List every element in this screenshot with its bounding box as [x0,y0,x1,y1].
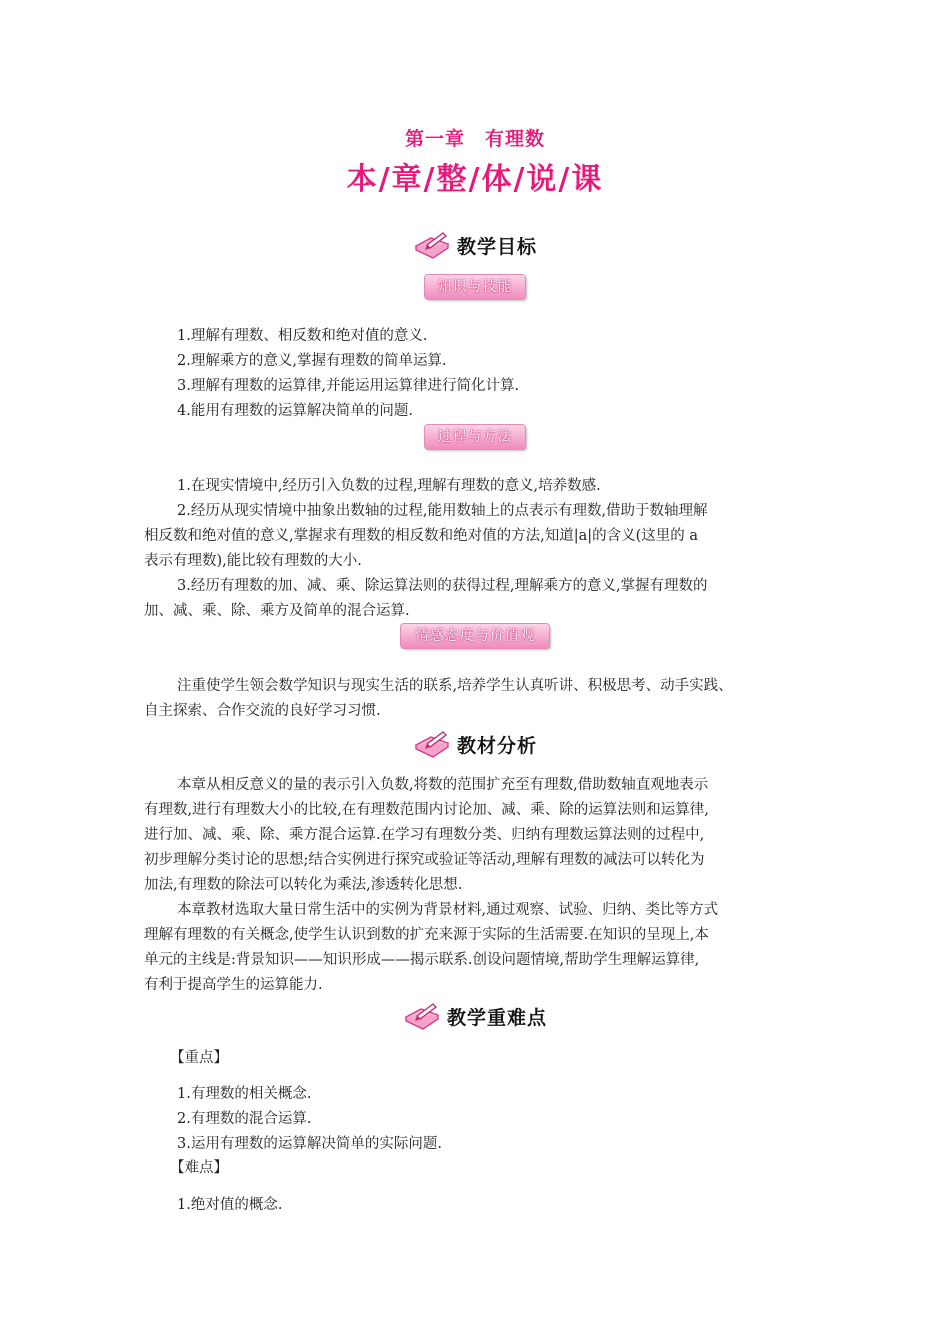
analysis-line: 有理数,进行有理数大小的比较,在有理数范围内讨论加、减、乘、除的运算法则和运算律, [144,802,709,818]
knowledge-item: 4.能用有理数的运算解决简单的问题. [177,403,413,419]
section-heading-objectives [0,228,950,262]
key-label: 【重点】 [170,1050,228,1066]
knowledge-item: 3.理解有理数的运算律,并能运用运算律进行简化计算. [177,378,520,394]
subsection-badge-process: 过程与方法 [425,425,525,449]
analysis-line: 初步理解分类讨论的思想;结合实例进行探究或验证等活动,理解有理数的减法可以转化为 [144,852,705,868]
section-title: 教材分析 [456,734,537,757]
pencil-book-icon [413,230,451,260]
section-heading-analysis [0,727,950,761]
subsection-badge-emotion: 情感态度与价值观 [401,624,549,648]
key-item: 3.运用有理数的运算解决简单的实际问题. [177,1136,442,1152]
analysis-line: 理解有理数的有关概念,使学生认识到数的扩充来源于实际的生活需要.在知识的呈现上,本 [144,927,709,943]
difficult-item: 1.绝对值的概念. [177,1197,283,1213]
analysis-line: 本章教材选取大量日常生活中的实例为背景材料,通过观察、试验、归纳、类比等方式 [177,902,719,918]
process-line: 相反数和绝对值的意义,掌握求有理数的相反数和绝对值的方法,知道|a|的含义(这里的 a [144,528,699,544]
analysis-line: 单元的主线是:背景知识——知识形成——揭示联系.创设问题情境,帮助学生理解运算律, [144,952,700,968]
emotion-line: 注重使学生领会数学知识与现实生活的联系,培养学生认真听讲、积极思考、动手实践、 [177,678,733,694]
key-item: 1.有理数的相关概念. [177,1086,312,1102]
knowledge-item: 2.理解乘方的意义,掌握有理数的简单运算. [177,353,447,369]
process-line: 表示有理数),能比较有理数的大小. [144,553,362,569]
page-title: 本/章/整/体/说/课 [346,162,604,197]
analysis-line: 加法,有理数的除法可以转化为乘法,渗透转化思想. [144,877,463,893]
section-title: 教学目标 [456,235,537,258]
analysis-line: 有利于提高学生的运算能力. [144,977,323,993]
process-line: 1.在现实情境中,经历引入负数的过程,理解有理数的意义,培养数感. [177,478,601,494]
analysis-line: 本章从相反意义的量的表示引入负数,将数的范围扩充至有理数,借助数轴直观地表示 [177,777,709,793]
section-title: 教学重难点 [446,1006,547,1029]
emotion-line: 自主探索、合作交流的良好学习习惯. [144,703,381,719]
chapter-title: 第一章 有理数 [404,128,545,150]
process-line: 2.经历从现实情境中抽象出数轴的过程,能用数轴上的点表示有理数,借助于数轴理解 [177,503,708,519]
difficult-label: 【难点】 [170,1160,228,1176]
process-line: 加、减、乘、除、乘方及简单的混合运算. [144,603,410,619]
pencil-book-icon [403,1001,441,1031]
knowledge-item: 1.理解有理数、相反数和绝对值的意义. [177,328,428,344]
key-item: 2.有理数的混合运算. [177,1111,312,1127]
process-line: 3.经历有理数的加、减、乘、除运算法则的获得过程,理解乘方的意义,掌握有理数的 [177,578,708,594]
section-heading-key-points [0,999,950,1033]
subsection-badge-knowledge: 知识与技能 [425,275,525,299]
analysis-line: 进行加、减、乘、除、乘方混合运算.在学习有理数分类、归纳有理数运算法则的过程中, [144,827,705,843]
pencil-book-icon [413,729,451,759]
